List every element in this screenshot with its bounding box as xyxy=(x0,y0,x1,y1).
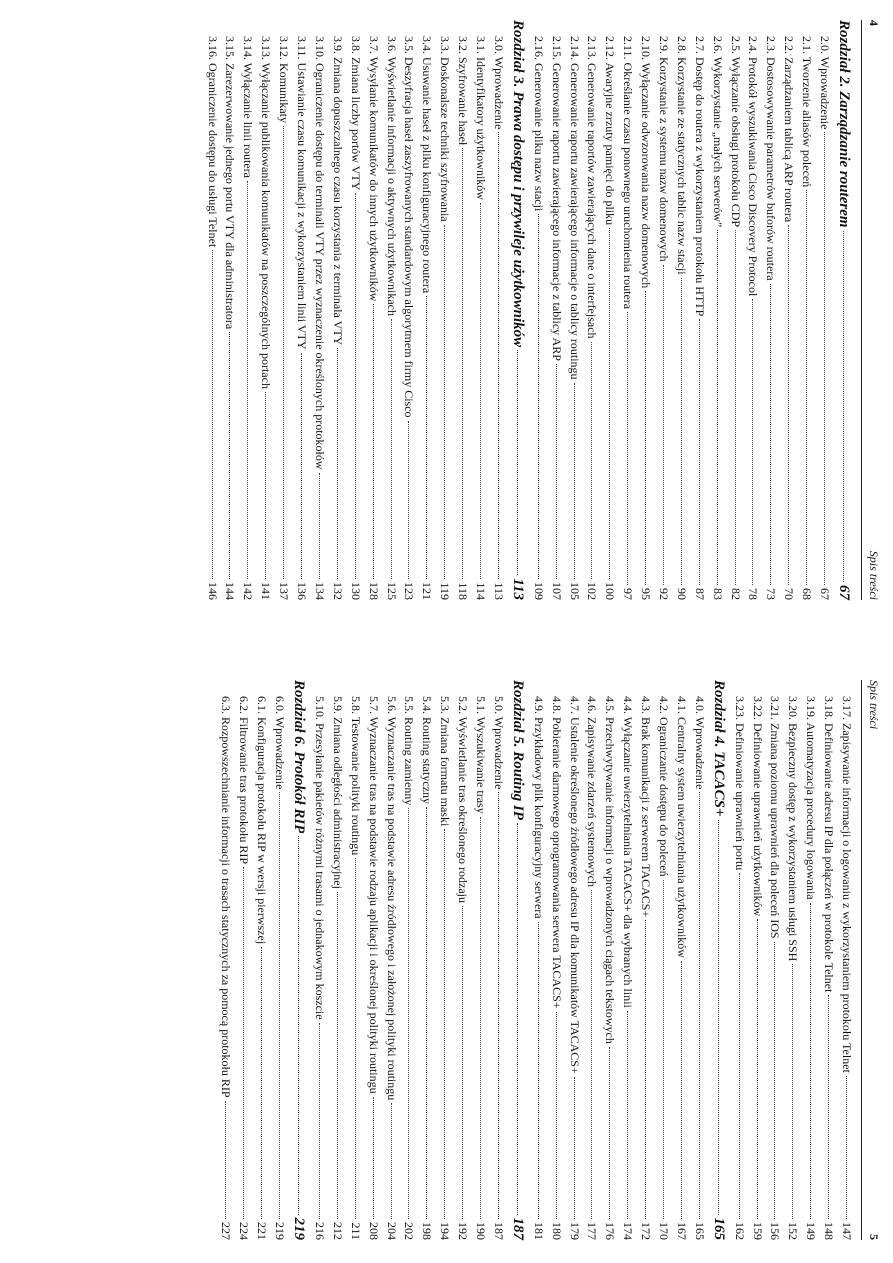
toc-entry xyxy=(400,20,418,600)
dot-leader xyxy=(627,312,628,585)
toc-entry-title: 2.1. Tworzenie aliasów poleceń xyxy=(800,36,815,188)
toc-entry-title: 3.19. Automatyzacja procedury logowania xyxy=(804,696,819,900)
toc-entry-page: 172 xyxy=(639,1222,654,1240)
toc-entry-title: 3.23. Definiowanie uprawnień portu xyxy=(732,696,747,871)
toc-entry xyxy=(529,20,547,600)
toc-entry-page: 177 xyxy=(585,1222,600,1240)
toc-entry-title: 4.3. Brak komunikacji z serwerem TACACS+ xyxy=(639,696,654,918)
dot-leader xyxy=(718,820,719,1215)
toc-entry-page: 216 xyxy=(312,1222,327,1240)
toc-entry-page: 119 xyxy=(438,582,453,600)
toc-entry-page: 219 xyxy=(273,1222,288,1240)
toc-entry xyxy=(292,20,310,600)
toc-entry-page: 148 xyxy=(822,1222,837,1240)
dot-leader xyxy=(517,350,518,575)
toc-entry-page: 211 xyxy=(348,1222,363,1240)
right-page xyxy=(0,640,893,1263)
toc-entry-page: 121 xyxy=(420,582,435,600)
dot-leader xyxy=(408,421,409,579)
toc-list xyxy=(203,20,855,600)
dot-leader xyxy=(225,1101,226,1219)
toc-entry-title: 6.3. Rozpowszechnianie informacji o trasach statycznych za pomocą protokołu RIP xyxy=(219,696,234,1098)
toc-chapter xyxy=(288,680,310,1240)
toc-entry-title: 3.6. Wyświetlanie informacji o aktywnych użytkownikach xyxy=(384,36,399,316)
running-head: Spis treści xyxy=(867,550,881,600)
toc-entry xyxy=(270,680,288,1240)
toc-entry xyxy=(672,680,690,1240)
dot-leader xyxy=(212,250,213,579)
toc-entry xyxy=(708,20,726,600)
toc-entry-page: 123 xyxy=(402,582,417,600)
toc-entry-title: 4.1. Centralny system uwierzytelniania użytkowników xyxy=(674,696,689,958)
dot-leader xyxy=(373,304,374,579)
toc-entry-page: 107 xyxy=(549,582,564,600)
dot-leader xyxy=(591,890,592,1219)
toc-entry-title: 2.4. Protokół wyszukiwania Cisco Discovery Protocol xyxy=(746,36,761,297)
toc-entry-title: 3.22. Definiowanie uprawnień użytkowników xyxy=(750,696,765,917)
toc-entry-page: 194 xyxy=(438,1222,453,1240)
toc-entry-page: 149 xyxy=(804,1222,819,1240)
toc-entry xyxy=(328,680,346,1240)
dot-leader xyxy=(391,1103,392,1219)
toc-entry-page: 224 xyxy=(237,1222,252,1240)
toc-entry xyxy=(256,20,274,600)
dot-leader xyxy=(480,203,481,579)
dot-leader xyxy=(243,867,244,1219)
dot-leader xyxy=(444,829,445,1219)
toc-entry-page: 100 xyxy=(603,582,618,600)
toc-entry-title: 5.5. Routing zamienny xyxy=(402,696,417,806)
toc-entry-title: 2.11. Określanie czasu ponownego uruchomienia routera xyxy=(621,36,636,310)
toc-entry-page: 159 xyxy=(750,1222,765,1240)
toc-entry xyxy=(400,680,418,1240)
toc-entry xyxy=(761,20,779,600)
toc-entry-title: 3.17. Zapisywanie informacji o logowaniu z wykorzystaniem protokołu Telnet xyxy=(840,696,854,1073)
toc-entry-page: 156 xyxy=(768,1222,783,1240)
toc-entry-page: 67 xyxy=(818,588,832,600)
dot-leader xyxy=(828,995,829,1219)
toc-entry xyxy=(328,20,346,600)
toc-entry-page: 67 xyxy=(836,585,852,600)
toc-entry xyxy=(310,680,328,1240)
toc-entry xyxy=(310,20,328,600)
dot-leader xyxy=(265,392,266,579)
toc-chapter xyxy=(708,680,730,1240)
toc-entry-title: 2.14. Generowanie raportu zawierającego informacje o tablicy routingu xyxy=(567,36,582,380)
toc-entry-page: 90 xyxy=(674,588,689,600)
toc-entry xyxy=(453,20,471,600)
dot-leader xyxy=(792,964,793,1219)
toc-entry xyxy=(364,680,382,1240)
toc-entry-page: 134 xyxy=(312,582,327,600)
toc-entry xyxy=(547,20,565,600)
toc-entry-title: 2.6. Wykorzystanie „małych serwerów” xyxy=(710,36,725,228)
toc-entry-page: 165 xyxy=(692,1222,707,1240)
toc-entry-title: 5.3. Zmiana formatu maski xyxy=(438,696,453,827)
dot-leader xyxy=(230,332,231,579)
toc-entry-title: 3.1. Identyfikatory użytkowników xyxy=(473,36,488,200)
toc-entry-title: 5.0. Wprowadzenie xyxy=(491,696,506,790)
dot-leader xyxy=(663,880,664,1219)
dot-leader xyxy=(824,132,825,585)
toc-entry-page: 179 xyxy=(567,1222,582,1240)
toc-entry xyxy=(600,680,618,1240)
toc-entry-page: 102 xyxy=(585,582,600,600)
dot-leader xyxy=(538,922,539,1219)
dot-leader xyxy=(498,132,499,579)
toc-entry xyxy=(234,680,252,1240)
toc-entry xyxy=(583,20,601,600)
toc-entry-page: 78 xyxy=(746,588,761,600)
dot-leader xyxy=(645,291,646,585)
toc-entry xyxy=(435,680,453,1240)
toc-entry-page: 152 xyxy=(786,1222,801,1240)
toc-entry-page: 144 xyxy=(223,582,238,600)
toc-entry xyxy=(779,20,797,600)
toc-entry-title: 2.9. Korzystanie z systemu nazw domenowych xyxy=(656,36,671,262)
dot-leader xyxy=(319,473,320,579)
toc-entry xyxy=(547,680,565,1240)
toc-chapter xyxy=(507,20,529,600)
toc-entry-page: 128 xyxy=(366,582,381,600)
toc-entry xyxy=(618,680,636,1240)
toc-entry-title: 2.15. Generowanie raportu zawierającego informacje z tablicy ARP xyxy=(549,36,564,361)
dot-leader xyxy=(735,230,736,585)
toc-entry-page: 137 xyxy=(277,582,292,600)
dot-leader xyxy=(843,231,844,582)
toc-entry-page: 73 xyxy=(764,588,779,600)
dot-leader xyxy=(574,1077,575,1219)
dot-leader xyxy=(355,858,356,1219)
toc-entry xyxy=(783,680,801,1240)
toc-entry-title: Rozdział 5. Routing IP xyxy=(509,680,526,821)
toc-entry xyxy=(346,20,364,600)
toc-entry-page: 198 xyxy=(420,1222,435,1240)
toc-entry-page: 167 xyxy=(674,1222,689,1240)
dot-leader xyxy=(279,792,280,1219)
left-page xyxy=(0,0,893,620)
toc-entry-page: 136 xyxy=(295,582,310,600)
running-head: Spis treści xyxy=(867,680,881,730)
dot-leader xyxy=(645,920,646,1219)
toc-entry xyxy=(766,680,784,1240)
toc-entry-page: 82 xyxy=(728,588,743,600)
toc-entry-page: 130 xyxy=(348,582,363,600)
dot-leader xyxy=(498,792,499,1219)
toc-entry-title: 3.15. Zarezerwowanie jednego portu VTY dla administratora xyxy=(223,36,238,330)
dot-leader xyxy=(806,190,807,585)
toc-entry-title: 2.8. Korzystanie ze statycznych tablic nazw stacji xyxy=(674,36,689,275)
toc-entry-page: 125 xyxy=(384,582,399,600)
toc-entry-title: 6.0. Wprowadzenie xyxy=(273,696,288,790)
toc-entry xyxy=(730,680,748,1240)
toc-entry-title: 3.14. Wyłączanie linii routera xyxy=(241,36,256,179)
toc-entry-page: 141 xyxy=(259,582,274,600)
dot-leader xyxy=(283,126,284,579)
toc-entry xyxy=(453,680,471,1240)
toc-entry xyxy=(654,20,672,600)
toc-chapter xyxy=(507,680,529,1240)
toc-entry-title: 3.2. Szyfrowanie haseł xyxy=(456,36,471,146)
toc-entry-title: 2.10. Wyłączanie odwzorowania nazw domenowych xyxy=(639,36,654,289)
toc-entry xyxy=(346,680,364,1240)
toc-entry-page: 162 xyxy=(732,1222,747,1240)
toc-entry-title: 3.12. Komunikaty xyxy=(277,36,292,123)
toc-entry-title: 2.3. Dostosowywanie parametrów buforów routera xyxy=(764,36,779,281)
toc-entry-page: 142 xyxy=(241,582,256,600)
dot-leader xyxy=(462,906,463,1219)
toc-entry-title: 4.0. Wprowadzenie xyxy=(692,696,707,790)
toc-entry-page: 68 xyxy=(800,588,815,600)
toc-entry-page: 170 xyxy=(656,1222,671,1240)
dot-leader xyxy=(681,278,682,585)
toc-entry xyxy=(672,20,690,600)
toc-entry-page: 113 xyxy=(509,578,526,600)
dot-leader xyxy=(757,919,758,1219)
toc-entry xyxy=(819,680,837,1240)
toc-entry-title: 3.18. Definiowanie adresu IP dla połączeń w protokole Telnet xyxy=(822,696,837,993)
toc-entry xyxy=(471,20,489,600)
toc-chapter xyxy=(833,20,855,600)
toc-entry xyxy=(654,680,672,1240)
toc-entry-title: 4.6. Zapisywanie zdarzeń systemowych xyxy=(585,696,600,887)
toc-entry-page: 176 xyxy=(603,1222,618,1240)
dot-leader xyxy=(609,228,610,579)
toc-entry-title: 5.7. Wyznaczanie tras na podstawie rodzaju aplikacji i określonej polityki routingu xyxy=(366,696,381,1094)
toc-entry xyxy=(565,20,583,600)
toc-entry-page: 202 xyxy=(402,1222,417,1240)
dot-leader xyxy=(337,892,338,1219)
dot-leader xyxy=(788,225,789,585)
toc-entry xyxy=(690,20,708,600)
dot-leader xyxy=(480,817,481,1219)
toc-entry-page: 109 xyxy=(531,582,546,600)
dot-leader xyxy=(247,181,248,579)
dot-leader xyxy=(373,1097,374,1219)
toc-entry-page: 114 xyxy=(473,582,488,600)
dot-leader xyxy=(591,342,592,579)
toc-entry xyxy=(797,20,815,600)
toc-entry-page: 212 xyxy=(330,1222,345,1240)
toc-entry-page: 92 xyxy=(656,588,671,600)
toc-entry-title: 5.8. Testowanie polityki routingu xyxy=(348,696,363,856)
dot-leader xyxy=(391,319,392,579)
toc-entry-title: 5.6. Wyznaczanie tras na podstawie adresu źródłowego i założonej polityki routingu xyxy=(384,696,399,1101)
toc-entry-title: 6.2. Filtrowanie tras protokołu RIP xyxy=(237,696,252,864)
toc-entry-page: 208 xyxy=(366,1222,381,1240)
toc-entry xyxy=(489,20,507,600)
toc-entry-title: 3.21. Zmiana poziomu uprawnień dla poleceń IOS xyxy=(768,696,783,939)
toc-entry xyxy=(252,680,270,1240)
toc-entry-title: 2.2. Zarządzaniem tablicą ARP routera xyxy=(782,36,797,223)
dot-leader xyxy=(699,792,700,1219)
dot-leader xyxy=(627,1011,628,1219)
toc-entry xyxy=(382,20,400,600)
dot-leader xyxy=(426,296,427,579)
toc-entry-page: 97 xyxy=(621,588,636,600)
toc-entry xyxy=(435,20,453,600)
toc-entry xyxy=(636,680,654,1240)
toc-entry xyxy=(636,20,654,600)
dot-leader xyxy=(681,961,682,1219)
dot-leader xyxy=(319,1023,320,1219)
toc-entry xyxy=(221,20,239,600)
toc-entry-title: 4.8. Pobieranie darmowego oprogramowania serwera TACACS+ xyxy=(549,696,564,1009)
toc-entry-title: 2.16. Generowanie pliku nazw stacji xyxy=(531,36,546,212)
toc-entry-title: Rozdział 6. Protokół RIP xyxy=(291,680,308,834)
toc-entry-page: 147 xyxy=(840,1222,854,1240)
dot-leader xyxy=(556,1012,557,1219)
dot-leader xyxy=(261,947,262,1219)
toc-entry xyxy=(529,680,547,1240)
toc-entry-title: 2.5. Wyłączanie obsługi protokołu CDP xyxy=(728,36,743,228)
toc-entry-page: 118 xyxy=(456,582,471,600)
toc-entry-title: 3.20. Bezpieczny dostęp z wykorzystaniem usługi SSH xyxy=(786,696,801,962)
dot-leader xyxy=(699,319,700,585)
toc-entry-title: Rozdział 4. TACACS+ xyxy=(710,680,727,817)
dot-leader xyxy=(301,353,302,579)
toc-entry-title: 3.5. Deszyfracja haseł zaszyfrowanych standardowym algorytmem firmy Cisco xyxy=(402,36,417,418)
toc-entry-page: 192 xyxy=(456,1222,471,1240)
toc-entry-page: 105 xyxy=(567,582,582,600)
toc-entry-title: 3.13. Wyłączanie publikowania komunikatów na poszczególnych portach xyxy=(259,36,274,389)
toc-entry-title: 3.10. Ograniczenie dostępu do terminali VTY przez wyznaczenie określonych protokołów xyxy=(312,36,327,470)
toc-entry-page: 174 xyxy=(621,1222,636,1240)
toc-entry-title: 4.5. Przechwytywanie informacji o wprowadzonych ciągach tekstowych xyxy=(603,696,618,1044)
dot-leader xyxy=(574,383,575,579)
toc-entry-title: 2.7. Dostęp do routera z wykorzystaniem protokołu HTTP xyxy=(692,36,707,317)
dot-leader xyxy=(355,193,356,579)
toc-entry-title: Rozdział 3. Prawa dostępu i przywileje użytkowników xyxy=(509,20,526,348)
toc-entry-page: 165 xyxy=(710,1217,727,1240)
toc-entry xyxy=(217,680,235,1240)
toc-entry-page: 204 xyxy=(384,1222,399,1240)
toc-entry xyxy=(744,20,762,600)
toc-list xyxy=(217,680,856,1240)
toc-entry xyxy=(471,680,489,1240)
dot-leader xyxy=(609,1047,610,1219)
toc-entry-title: 3.0. Wprowadzenie xyxy=(491,36,506,130)
toc-entry xyxy=(203,20,221,600)
toc-entry-page: 227 xyxy=(219,1222,234,1240)
dot-leader xyxy=(752,299,753,585)
toc-entry-title: 6.1. Konfiguracja protokołu RIP w wersji pierwszej xyxy=(255,696,270,945)
toc-entry-page: 87 xyxy=(692,588,707,600)
toc-entry-title: 5.4. Routing statyczny xyxy=(420,696,435,804)
dot-leader xyxy=(774,942,775,1219)
toc-entry-title: 3.7. Wysyłanie komunikatów do innych użytkowników xyxy=(366,36,381,302)
toc-entry-page: 113 xyxy=(491,582,506,600)
toc-entry-title: 3.9. Zmiana dopuszczalnego czasu korzystania z terminala VTY xyxy=(330,36,345,346)
toc-entry-page: 70 xyxy=(782,588,797,600)
toc-entry-title: 3.8. Zmiana liczby portów VTY xyxy=(348,36,363,191)
toc-entry-page: 187 xyxy=(509,1217,526,1240)
toc-entry xyxy=(239,20,257,600)
toc-entry xyxy=(726,20,744,600)
dot-leader xyxy=(770,284,771,585)
dot-leader xyxy=(663,265,664,585)
header-rule xyxy=(861,680,862,1240)
toc-entry-page: 219 xyxy=(291,1217,308,1240)
toc-entry-page: 83 xyxy=(710,588,725,600)
page-number: 4 xyxy=(867,20,881,26)
dot-leader xyxy=(462,148,463,579)
toc-entry-title: 5.10. Przesyłanie pakietów różnymi trasami o jednakowym koszcie xyxy=(312,696,327,1020)
dot-leader xyxy=(810,903,811,1219)
toc-entry xyxy=(364,20,382,600)
toc-entry xyxy=(748,680,766,1240)
dot-leader xyxy=(298,836,299,1214)
toc-entry-title: 5.9. Zmiana odległości administracyjnej xyxy=(330,696,345,889)
dot-leader xyxy=(408,808,409,1219)
toc-entry xyxy=(600,20,618,600)
toc-entry xyxy=(417,20,435,600)
toc-entry-title: 2.13. Generowanie raportów zawierających dane o interfejsach xyxy=(585,36,600,339)
toc-entry-title: 3.3. Doskonalsze techniki szyfrowania xyxy=(438,36,453,222)
toc-entry-page: 181 xyxy=(531,1222,546,1240)
toc-entry xyxy=(489,680,507,1240)
dot-leader xyxy=(556,364,557,579)
toc-entry xyxy=(382,680,400,1240)
toc-entry-page: 187 xyxy=(491,1222,506,1240)
dot-leader xyxy=(538,214,539,579)
toc-entry xyxy=(690,680,708,1240)
toc-entry-title: Rozdział 2. Zarządzanie routerem xyxy=(836,20,852,228)
toc-entry xyxy=(274,20,292,600)
toc-entry-title: 2.0. Wprowadzenie xyxy=(818,36,832,130)
toc-entry xyxy=(583,680,601,1240)
dot-leader xyxy=(444,225,445,580)
toc-entry-title: 5.2. Wyświetlanie tras określonego rodzaju xyxy=(456,696,471,903)
dot-leader xyxy=(426,807,427,1219)
toc-entry-title: 4.7. Ustalenie określonego źródłowego adresu IP dla komunikatów TACACS+ xyxy=(567,696,582,1074)
dot-leader xyxy=(337,348,338,579)
toc-entry-page: 146 xyxy=(205,582,220,600)
toc-entry-title: 4.9. Przykładowy plik konfiguracyjny serwera xyxy=(531,696,546,919)
toc-entry-page: 221 xyxy=(255,1222,270,1240)
toc-entry xyxy=(801,680,819,1240)
toc-entry-title: 4.2. Ograniczanie dostępu do poleceń xyxy=(656,696,671,877)
header-rule xyxy=(861,20,862,600)
toc-entry xyxy=(417,680,435,1240)
page-number: 5 xyxy=(867,1234,881,1240)
toc-entry-title: 3.4. Usuwanie haseł z pliku konfiguracyjnego routera xyxy=(420,36,435,294)
toc-entry xyxy=(837,680,855,1240)
toc-entry-title: 5.1. Wyszukiwanie trasy xyxy=(473,696,488,814)
dot-leader xyxy=(739,873,740,1219)
toc-entry-title: 3.16. Ograniczenie dostępu do usługi Telnet xyxy=(205,36,220,248)
toc-entry-title: 4.4. Wyłączanie uwierzytelniania TACACS+ dla wybranych linii xyxy=(621,696,636,1008)
toc-entry-page: 132 xyxy=(330,582,345,600)
toc-entry xyxy=(565,680,583,1240)
toc-entry xyxy=(618,20,636,600)
toc-entry-title: 2.12. Awaryjne zrzuty pamięci do pliku xyxy=(603,36,618,226)
toc-entry-title: 3.11. Ustawianie czasu komunikacji z wykorzystaniem linii VTY xyxy=(295,36,310,350)
dot-leader xyxy=(517,823,518,1214)
toc-entry-page: 180 xyxy=(549,1222,564,1240)
toc-entry-page: 190 xyxy=(473,1222,488,1240)
toc-entry-page: 95 xyxy=(639,588,654,600)
toc-entry xyxy=(815,20,833,600)
dot-leader xyxy=(717,230,718,585)
dot-leader xyxy=(846,1076,847,1219)
